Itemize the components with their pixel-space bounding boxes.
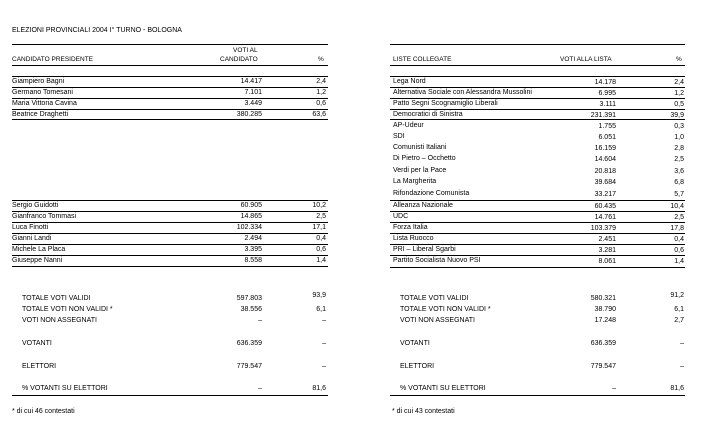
table-row-name: Germano Tomesani bbox=[12, 89, 73, 96]
right-footnote: * di cui 43 contestati bbox=[392, 408, 455, 415]
table-row-votes: 60.905 bbox=[240, 202, 262, 209]
right-header-pct: % bbox=[676, 56, 682, 63]
table-row-pct: 2,5 bbox=[674, 214, 684, 221]
table-row-votes: 3.395 bbox=[244, 246, 262, 253]
totals-pct: 93,9 bbox=[312, 292, 326, 299]
table-row-votes: 1.755 bbox=[598, 123, 616, 130]
table-row-name: UDC bbox=[393, 213, 409, 220]
totals-label: TOTALE VOTI NON VALIDI * bbox=[22, 306, 113, 313]
totals-label: ELETTORI bbox=[400, 363, 435, 370]
table-row-name: PRI – Liberal Sgarbi bbox=[393, 246, 456, 253]
totals-votes: 779.547 bbox=[590, 363, 616, 370]
totals-pct: 91,2 bbox=[670, 292, 684, 299]
totals-pct: 2,7 bbox=[674, 317, 684, 324]
totals-label: VOTANTI bbox=[22, 340, 52, 347]
table-row-name: Democratici di Sinistra bbox=[393, 111, 463, 118]
table-row-pct: 0,6 bbox=[316, 100, 326, 107]
right-totals-bottom-rule bbox=[390, 395, 685, 396]
table-row-votes: 14.604 bbox=[594, 156, 616, 163]
table-row-name: Luca Finotti bbox=[12, 224, 49, 231]
totals-pct: – bbox=[680, 340, 684, 347]
table-row-name: Lista Ruocco bbox=[393, 235, 434, 242]
totals-label: TOTALE VOTI NON VALIDI * bbox=[400, 306, 491, 313]
page-title: ELEZIONI PROVINCIALI 2004 I° TURNO - BOLOGNA bbox=[12, 27, 182, 34]
table-row-pct: 6,8 bbox=[674, 179, 684, 186]
table-row-votes: 14.178 bbox=[594, 79, 616, 86]
table-row-votes: 102.334 bbox=[236, 224, 262, 231]
table-row-votes: 103.379 bbox=[590, 225, 616, 232]
table-row-votes: 14.417 bbox=[240, 78, 262, 85]
table-row-pct: 1,2 bbox=[674, 90, 684, 97]
totals-label: VOTI NON ASSEGNATI bbox=[400, 317, 475, 324]
table-row-name: Verdi per la Pace bbox=[393, 167, 447, 174]
table-row-votes: 231.391 bbox=[590, 112, 616, 119]
left-header-name: CANDIDATO PRESIDENTE bbox=[12, 56, 94, 63]
right-header-votes: VOTI ALLA LISTA bbox=[560, 56, 612, 63]
table-row-pct: 10,2 bbox=[312, 202, 326, 209]
table-row-pct: 17,1 bbox=[312, 224, 326, 231]
totals-label: % VOTANTI SU ELETTORI bbox=[22, 385, 108, 392]
totals-label: VOTI NON ASSEGNATI bbox=[22, 317, 97, 324]
table-row-pct: 0,4 bbox=[674, 236, 684, 243]
totals-votes: 636.359 bbox=[590, 340, 616, 347]
table-row-name: Patto Segni Scognamiglio Liberali bbox=[393, 100, 498, 107]
table-row-pct: 1,4 bbox=[316, 257, 326, 264]
totals-pct: 6,1 bbox=[674, 306, 684, 313]
totals-pct: – bbox=[680, 363, 684, 370]
table-row-name: La Margherita bbox=[393, 178, 437, 185]
totals-pct: – bbox=[322, 317, 326, 324]
totals-votes: – bbox=[612, 385, 616, 392]
left-header-top-rule bbox=[12, 44, 328, 45]
left-header-bottom-rule bbox=[12, 65, 328, 66]
right-row-rule bbox=[390, 222, 685, 223]
totals-label: TOTALE VOTI VALIDI bbox=[400, 295, 469, 302]
table-row-name: Lega Nord bbox=[393, 78, 426, 85]
left-row-rule bbox=[12, 266, 328, 267]
totals-votes: 38.790 bbox=[594, 306, 616, 313]
table-row-pct: 1,0 bbox=[674, 134, 684, 141]
table-row-name: Giuseppe Nanni bbox=[12, 257, 63, 264]
table-row-votes: 6.995 bbox=[598, 90, 616, 97]
table-row-name: Maria Vittoria Cavina bbox=[12, 100, 77, 107]
totals-pct: 6,1 bbox=[316, 306, 326, 313]
table-row-pct: 0,6 bbox=[316, 246, 326, 253]
table-row-votes: 2.494 bbox=[244, 235, 262, 242]
totals-label: % VOTANTI SU ELETTORI bbox=[400, 385, 486, 392]
table-row-name: Michele La Placa bbox=[12, 246, 66, 253]
table-row-votes: 20.818 bbox=[594, 168, 616, 175]
totals-votes: 17.248 bbox=[594, 317, 616, 324]
totals-votes: 779.547 bbox=[236, 363, 262, 370]
table-row-votes: 2.451 bbox=[598, 236, 616, 243]
table-row-votes: 3.449 bbox=[244, 100, 262, 107]
table-row-votes: 3.281 bbox=[598, 247, 616, 254]
table-row-name: Gianfranco Tommasi bbox=[12, 213, 77, 220]
table-row-pct: 2,5 bbox=[674, 156, 684, 163]
table-row-votes: 16.159 bbox=[594, 145, 616, 152]
table-row-name: Alleanza Nazionale bbox=[393, 202, 453, 209]
totals-label: ELETTORI bbox=[22, 363, 57, 370]
table-row-name: Sergio Guidotti bbox=[12, 202, 59, 209]
table-row-pct: 0,5 bbox=[674, 101, 684, 108]
table-row-name: Beatrice Draghetti bbox=[12, 111, 69, 118]
table-row-pct: 1,4 bbox=[674, 258, 684, 265]
table-row-name: Comunisti Italiani bbox=[393, 144, 447, 151]
totals-votes: – bbox=[258, 317, 262, 324]
right-row-rule bbox=[390, 211, 685, 212]
table-row-pct: 0,4 bbox=[316, 235, 326, 242]
table-row-votes: 6.051 bbox=[598, 134, 616, 141]
table-row-pct: 39,9 bbox=[670, 112, 684, 119]
table-row-name: Giampiero Bagni bbox=[12, 78, 65, 85]
totals-pct: 81,6 bbox=[670, 385, 684, 392]
table-row-pct: 2,4 bbox=[316, 78, 326, 85]
table-row-name: Di Pietro – Occhetto bbox=[393, 155, 456, 162]
table-row-votes: 8.558 bbox=[244, 257, 262, 264]
right-row-rule bbox=[390, 267, 685, 268]
table-row-votes: 60.435 bbox=[594, 203, 616, 210]
table-row-votes: 7.101 bbox=[244, 89, 262, 96]
table-row-votes: 8.061 bbox=[598, 258, 616, 265]
totals-votes: – bbox=[258, 385, 262, 392]
totals-pct: 81,6 bbox=[312, 385, 326, 392]
table-row-pct: 2,8 bbox=[674, 145, 684, 152]
table-row-votes: 3.111 bbox=[599, 101, 616, 108]
right-header-top-rule bbox=[390, 44, 685, 45]
right-row-rule bbox=[390, 233, 685, 234]
left-footnote: * di cui 46 contestati bbox=[12, 408, 75, 415]
totals-votes: 38.556 bbox=[240, 306, 262, 313]
totals-label: TOTALE VOTI VALIDI bbox=[22, 295, 91, 302]
table-row-name: Gianni Landi bbox=[12, 235, 52, 242]
table-row-votes: 14.761 bbox=[594, 214, 616, 221]
table-row-pct: 17,8 bbox=[670, 225, 684, 232]
table-row-name: AP-Udeur bbox=[393, 122, 424, 129]
right-row-rule bbox=[390, 119, 685, 120]
table-row-pct: 5,7 bbox=[674, 191, 684, 198]
table-row-votes: 33.217 bbox=[594, 191, 616, 198]
totals-votes: 636.359 bbox=[236, 340, 262, 347]
table-row-pct: 3,6 bbox=[674, 168, 684, 175]
left-row-rule bbox=[12, 233, 328, 234]
right-header-bottom-rule bbox=[390, 65, 685, 66]
table-row-pct: 1,2 bbox=[316, 89, 326, 96]
table-row-pct: 0,6 bbox=[674, 247, 684, 254]
left-totals-bottom-rule bbox=[12, 395, 328, 396]
left-row-rule bbox=[12, 222, 328, 223]
table-row-pct: 2,5 bbox=[316, 213, 326, 220]
table-row-name: Alternativa Sociale con Alessandra Mussolini bbox=[393, 89, 532, 96]
table-row-votes: 39.684 bbox=[594, 179, 616, 186]
left-row-rule bbox=[12, 119, 328, 120]
table-row-pct: 63,6 bbox=[312, 111, 326, 118]
totals-pct: – bbox=[322, 363, 326, 370]
table-row-pct: 2,4 bbox=[674, 79, 684, 86]
left-header-pct: % bbox=[318, 56, 324, 63]
table-row-votes: 380.285 bbox=[236, 111, 262, 118]
totals-pct: – bbox=[322, 340, 326, 347]
left-row-rule bbox=[12, 200, 328, 201]
table-row-name: Forza Italia bbox=[393, 224, 428, 231]
table-row-name: SDI bbox=[393, 133, 405, 140]
left-header-votes-line1: VOTI AL bbox=[233, 47, 258, 54]
totals-votes: 580.321 bbox=[590, 295, 616, 302]
totals-label: VOTANTI bbox=[400, 340, 430, 347]
table-row-pct: 0,3 bbox=[674, 123, 684, 130]
right-header-name: LISTE COLLEGATE bbox=[393, 56, 452, 63]
table-row-name: Rifondazione Comunista bbox=[393, 190, 470, 197]
left-header-votes-line2: CANDIDATO bbox=[220, 56, 258, 63]
table-row-votes: 14.865 bbox=[240, 213, 262, 220]
totals-votes: 597.803 bbox=[236, 295, 262, 302]
table-row-pct: 10,4 bbox=[670, 203, 684, 210]
right-row-rule bbox=[390, 76, 685, 77]
table-row-name: Partito Socialista Nuovo PSI bbox=[393, 257, 481, 264]
